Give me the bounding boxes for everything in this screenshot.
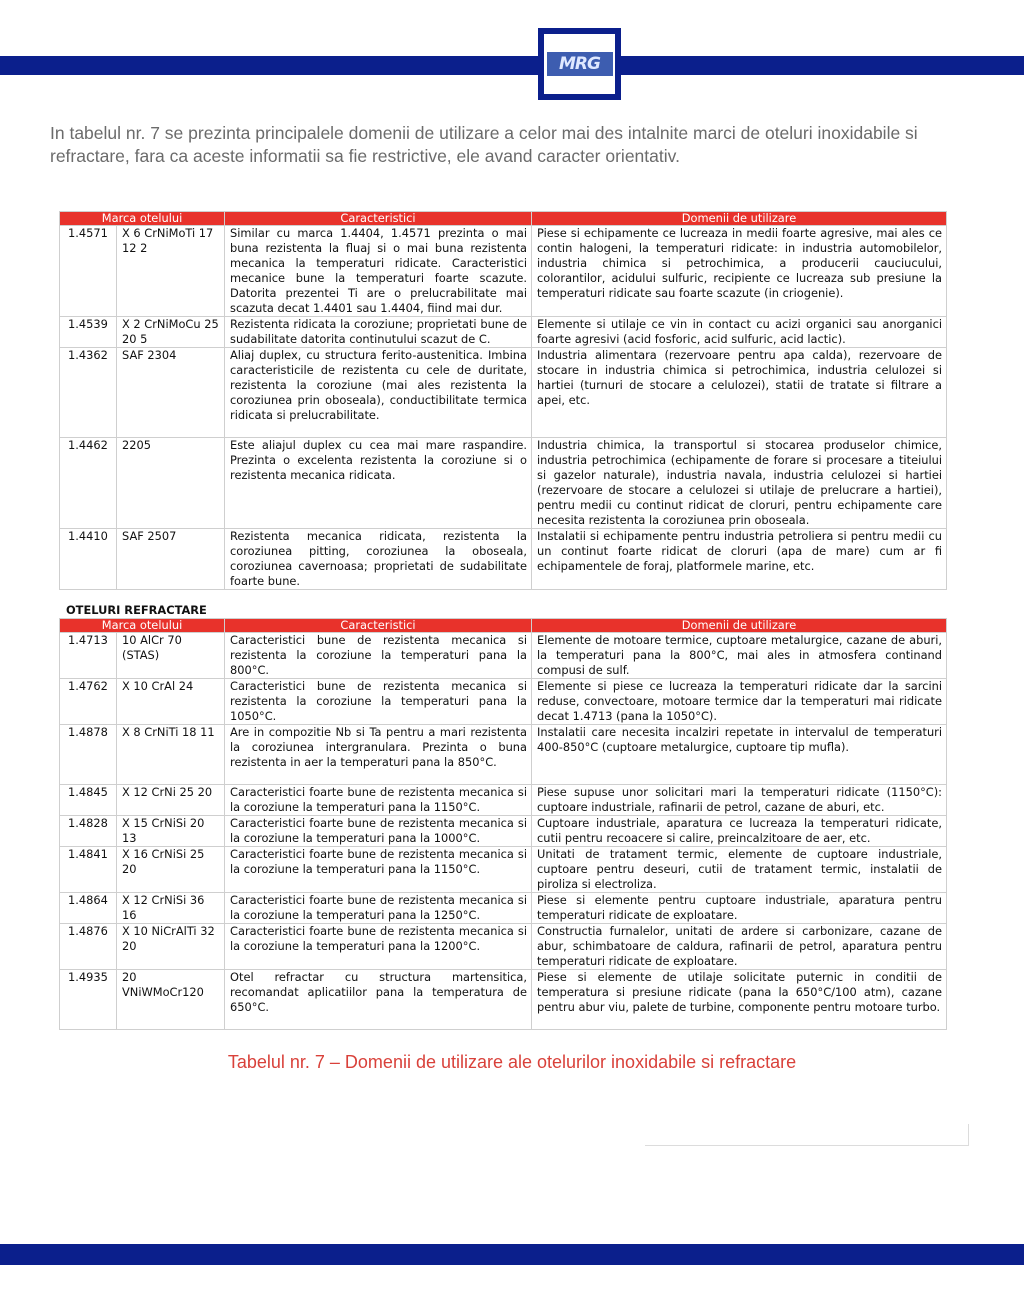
grade-code: 1.4762 xyxy=(60,679,117,725)
characteristics-cell: Aliaj duplex, cu structura ferito-austenitica. Imbina caracteristicile de rezistenta cu cele de duritate, rezistenta la coroziune (mai ales rezistenta la coroziunea prin oboseala), conductibilitate termica ridicata si prelucrabilitate. xyxy=(225,348,532,438)
uses-cell: Elemente si utilaje ce vin in contact cu acizi organici sau anorganici foarte agresivi (acid fosforic, acid sulfuric, acid lactic). xyxy=(532,317,947,348)
table-row xyxy=(60,785,947,816)
characteristics-cell: Otel refractar cu structura martensitica, recomandat aplicatiilor pana la temperatura de 650°C. xyxy=(225,970,532,1030)
grade-code: 1.4410 xyxy=(60,529,117,590)
table-row xyxy=(60,529,947,590)
divider-tick xyxy=(968,1124,969,1146)
grade-name: X 10 CrAl 24 xyxy=(117,679,225,725)
company-logo xyxy=(538,28,621,100)
grade-code: 1.4362 xyxy=(60,348,117,438)
grade-name: X 10 NiCrAlTi 32 20 xyxy=(117,924,225,970)
grade-name: 10 AlCr 70 (STAS) xyxy=(117,633,225,679)
header-grade: Marca otelului xyxy=(60,212,225,226)
characteristics-cell: Rezistenta ridicata la coroziune; proprietati bune de sudabilitate datorita continutului scazut de C. xyxy=(225,317,532,348)
grade-code: 1.4935 xyxy=(60,970,117,1030)
table-header-row xyxy=(60,212,947,226)
intro-paragraph: In tabelul nr. 7 se prezinta principalele domenii de utilizare a celor mai des intalnite marci de oteluri inoxidabile si refractare, fara ca aceste informatii sa fie restrictive, ele avand caracter orientativ. xyxy=(50,123,918,166)
table-row xyxy=(60,679,947,725)
grade-name: X 8 CrNiTi 18 11 xyxy=(117,725,225,785)
table-row xyxy=(60,438,947,529)
grade-name: X 6 CrNiMoTi 17 12 2 xyxy=(117,226,225,317)
characteristics-cell: Rezistenta mecanica ridicata, rezistenta la coroziunea pitting, coroziunea la oboseala, coroziunea cavernoasa; proprietati de sudabilitate foarte bune. xyxy=(225,529,532,590)
header-characteristics: Caracteristici xyxy=(225,212,532,226)
uses-cell: Industria chimica, la transportul si stocarea produselor chimice, industria petrochimica (echipamente de forare si procesare a titeiului si gazelor naturale), industria navala, industria celulozei si hartiei (rezervoare de stocare a celulozei si utilaje de prelucrare a hartiei), pentru medii cu continut ridicat de cloruri, pentru echipamente care necesita rezistenta la coroziunea prin oboseala. xyxy=(532,438,947,529)
grade-code: 1.4841 xyxy=(60,847,117,893)
uses-cell: Elemente si piese ce lucreaza la temperaturi ridicate dar la sarcini reduse, convectoare, motoare termice dar la temperaturi mai ridicate decat 1.4713 (pana la 1050°C). xyxy=(532,679,947,725)
uses-cell: Elemente de motoare termice, cuptoare metalurgice, cazane de aburi, la temperaturi pana la 800°C, mai ales in atmosfera continand compusi de sulf. xyxy=(532,633,947,679)
table-header-row xyxy=(60,619,947,633)
uses-cell: Instalatii si echipamente pentru industria petroliera si pentru medii cu un continut foarte ridicat de cloruri (apa de mare) cum ar fi echipamentele de foraj, platformele marine, etc. xyxy=(532,529,947,590)
uses-cell: Piese si elemente pentru cuptoare industriale, aparatura pentru temperaturi ridicate de exploatare. xyxy=(532,893,947,924)
uses-cell: Constructia furnalelor, unitati de ardere si carbonizare, cazane de abur, schimbatoare de caldura, rafinarii de petrol, aparatura pentru temperaturi ridicate de exploatare. xyxy=(532,924,947,970)
divider-line xyxy=(645,1145,969,1146)
refractory-section-title: OTELURI REFRACTARE xyxy=(66,603,207,617)
characteristics-cell: Caracteristici bune de rezistenta mecanica si rezistenta la coroziune la temperaturi pana la 1050°C. xyxy=(225,679,532,725)
footer-bar xyxy=(0,1244,1024,1265)
uses-cell: Unitati de tratament termic, elemente de cuptoare industriale, cuptoare pentru deseuri, cutii de tratament termic, instalatii de piroliza si electroliza. xyxy=(532,847,947,893)
header-characteristics: Caracteristici xyxy=(225,619,532,633)
header-uses: Domenii de utilizare xyxy=(532,619,947,633)
characteristics-cell: Caracteristici foarte bune de rezistenta mecanica si la coroziune la temperaturi pana la 1250°C. xyxy=(225,893,532,924)
grade-name: X 15 CrNiSi 20 13 xyxy=(117,816,225,847)
grade-code: 1.4462 xyxy=(60,438,117,529)
grade-name: SAF 2304 xyxy=(117,348,225,438)
grade-code: 1.4876 xyxy=(60,924,117,970)
uses-cell: Piese si echipamente ce lucreaza in medii foarte agresive, mai ales ce contin halogeni, la temperaturi ridicate: in industria automobilelor, industria chimica si petrochimica, a producerii cauciucului, colorantilor, acidului sulfuric, recipiente ce lucreaza sub presiune la temperaturi ridicate sau foarte scazute (in criogenie). xyxy=(532,226,947,317)
table-row xyxy=(60,970,947,1030)
grade-code: 1.4539 xyxy=(60,317,117,348)
grade-name: 20 VNiWMoCr120 xyxy=(117,970,225,1030)
characteristics-cell: Similar cu marca 1.4404, 1.4571 prezinta o mai buna rezistenta la fluaj si o mai buna rezistenta mecanica la temperaturi ridicate. Caracteristici mecanice bune la temperaturi foarte scazute. Datorita prezentei Ti are o prelucrabilitate mai scazuta decat 1.4401 sau 1.4404, fiind mai dur. xyxy=(225,226,532,317)
table-row xyxy=(60,348,947,438)
uses-cell: Cuptoare industriale, aparatura ce lucreaza la temperaturi ridicate, cutii pentru recoacere si calire, preincalzitoare de aer, etc. xyxy=(532,816,947,847)
characteristics-cell: Caracteristici bune de rezistenta mecanica si rezistenta la coroziune la temperaturi pana la 800°C. xyxy=(225,633,532,679)
uses-cell: Instalatii care necesita incalziri repetate in intervalul de temperaturi 400-850°C (cuptoare metalurgice, cuptoare tip mufla). xyxy=(532,725,947,785)
uses-cell: Piese si elemente de utilaje solicitate puternic in conditii de temperatura si presiune ridicate (pana la 650°C/100 atm), cazane pentru abur viu, palete de turbine, componente pentru motoare turbo. xyxy=(532,970,947,1030)
table-row xyxy=(60,633,947,679)
table-row xyxy=(60,725,947,785)
characteristics-cell: Caracteristici foarte bune de rezistenta mecanica si la coroziune la temperaturi pana la 1150°C. xyxy=(225,785,532,816)
grade-name: SAF 2507 xyxy=(117,529,225,590)
table-row xyxy=(60,893,947,924)
characteristics-cell: Caracteristici foarte bune de rezistenta mecanica si la coroziune la temperaturi pana la 1000°C. xyxy=(225,816,532,847)
header-bar xyxy=(0,56,1024,75)
grade-name: X 2 CrNiMoCu 25 20 5 xyxy=(117,317,225,348)
table-caption: Tabelul nr. 7 – Domenii de utilizare ale otelurilor inoxidabile si refractare xyxy=(227,1052,797,1072)
table-row xyxy=(60,317,947,348)
header-grade: Marca otelului xyxy=(60,619,225,633)
grade-code: 1.4713 xyxy=(60,633,117,679)
grade-name: 2205 xyxy=(117,438,225,529)
table-row xyxy=(60,847,947,893)
grade-code: 1.4864 xyxy=(60,893,117,924)
grade-code: 1.4878 xyxy=(60,725,117,785)
characteristics-cell: Caracteristici foarte bune de rezistenta mecanica si la coroziune la temperaturi pana la 1200°C. xyxy=(225,924,532,970)
logo-mark: MRG xyxy=(547,52,613,76)
uses-cell: Piese supuse unor solicitari mari la temperaturi ridicate (1150°C): cuptoare industriale, rafinarii de petrol, cazane de aburi, etc. xyxy=(532,785,947,816)
grade-code: 1.4571 xyxy=(60,226,117,317)
grade-name: X 16 CrNiSi 25 20 xyxy=(117,847,225,893)
refractory-steels-table xyxy=(59,618,947,1030)
grade-code: 1.4828 xyxy=(60,816,117,847)
table-row xyxy=(60,924,947,970)
header-uses: Domenii de utilizare xyxy=(532,212,947,226)
grade-code: 1.4845 xyxy=(60,785,117,816)
grade-name: X 12 CrNiSi 36 16 xyxy=(117,893,225,924)
characteristics-cell: Este aliajul duplex cu cea mai mare raspandire. Prezinta o excelenta rezistenta la coroziune si o rezistenta mecanica ridicata. xyxy=(225,438,532,529)
characteristics-cell: Caracteristici foarte bune de rezistenta mecanica si la coroziune la temperaturi pana la 1150°C. xyxy=(225,847,532,893)
stainless-steels-table xyxy=(59,211,947,590)
table-row xyxy=(60,816,947,847)
uses-cell: Industria alimentara (rezervoare pentru apa calda), rezervoare de stocare in industria chimica si petrochimica, industria celulozei si hartiei (turnuri de stocare a celulozei), statii de tratate si filtrare a apei, etc. xyxy=(532,348,947,438)
table-row xyxy=(60,226,947,317)
characteristics-cell: Are in compozitie Nb si Ta pentru a mari rezistenta la coroziunea intergranulara. Prezinta o buna rezistenta in aer la temperaturi pana la 850°C. xyxy=(225,725,532,785)
grade-name: X 12 CrNi 25 20 xyxy=(117,785,225,816)
